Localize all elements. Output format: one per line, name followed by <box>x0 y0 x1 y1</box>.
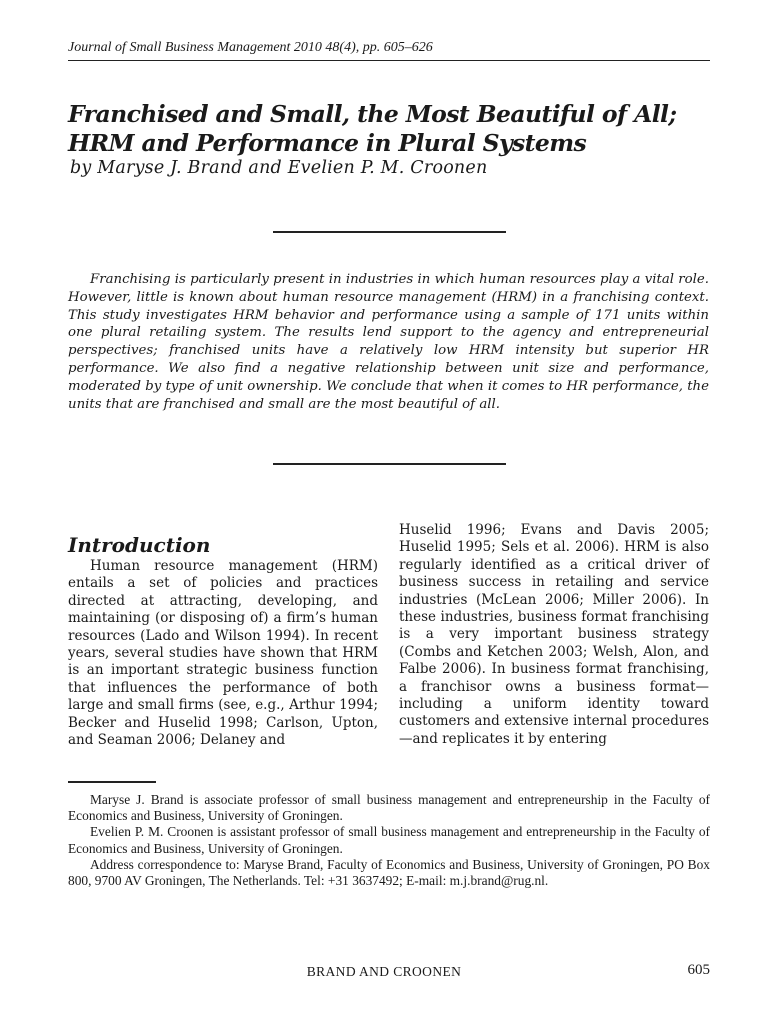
page-number: 605 <box>687 962 710 978</box>
footnote: Maryse J. Brand is associate professor of small business management and entrepreneurship in the Faculty of Economics and Business, University of Groningen. <box>68 792 710 824</box>
header-rule <box>68 60 710 61</box>
body-left-column <box>68 522 378 749</box>
footnotes <box>68 792 710 889</box>
body-right-column <box>399 522 709 748</box>
running-head: BRAND AND CROONEN <box>306 964 462 979</box>
abstract-top-rule <box>273 231 506 233</box>
journal-citation: Journal of Small Business Management 2010 48(4), pp. 605–626 <box>68 40 433 55</box>
body-paragraph-continued: Huselid 1996; Evans and Davis 2005; Huselid 1995; Sels et al. 2006). HRM is also regularly identified as a critical driver of business success in retailing and service industries (McLean 2006; Miller 2006). In these industries, business format franchising is a very important business strategy (Combs and Ketchen 2003; Welsh, Alon, and Falbe 2006). In business format franchising, a franchisor owns a business format—including a uniform identity toward customers and extensive internal procedures—and replicates it by entering <box>399 522 709 747</box>
abstract-bottom-rule <box>273 463 506 465</box>
article-authors: by Maryse J. Brand and Evelien P. M. Croonen <box>70 158 488 178</box>
footnote: Address correspondence to: Maryse Brand, Faculty of Economics and Business, University of Groningen, PO Box 800, 9700 AV Groningen, The Netherlands. Tel: +31 3637492; E-mail: m.j.brand@rug.nl. <box>68 856 710 889</box>
body-paragraph: Human resource management (HRM) entails a set of policies and practices directed at attracting, developing, and maintaining (or disposing of) a firm’s human resources (Lado and Wilson 1994). In recent years, several studies have shown that HRM is an important strategic business function that influences the performance of both large and small firms (see, e.g., Arthur 1994; Becker and Huselid 1998; Carlson, Upton, and Seaman 2006; Delaney and <box>68 558 378 749</box>
footnote: Evelien P. M. Croonen is assistant professor of small business management and entrepreneurship in the Faculty of Economics and Business, University of Groningen. <box>68 824 710 856</box>
abstract-text: Franchising is particularly present in industries in which human resources play a vital role. However, little is known about human resource management (HRM) in a franchising context. This study investigates HRM behavior and performance using a sample of 171 units within one plural retailing system. The results lend support to the agency and entrepreneurial perspectives; franchised units have a relatively low HRM intensity but superior HR performance. We also find a negative relationship between unit size and performance, moderated by type of unit ownership. We conclude that when it comes to HR performance, the units that are franchised and small are the most beautiful of all. <box>68 272 709 412</box>
article-title: Franchised and Small, the Most Beautiful of All; HRM and Performance in Plural Systems <box>68 100 677 157</box>
footnote-rule <box>68 781 156 783</box>
section-heading: Introduction <box>68 533 211 557</box>
